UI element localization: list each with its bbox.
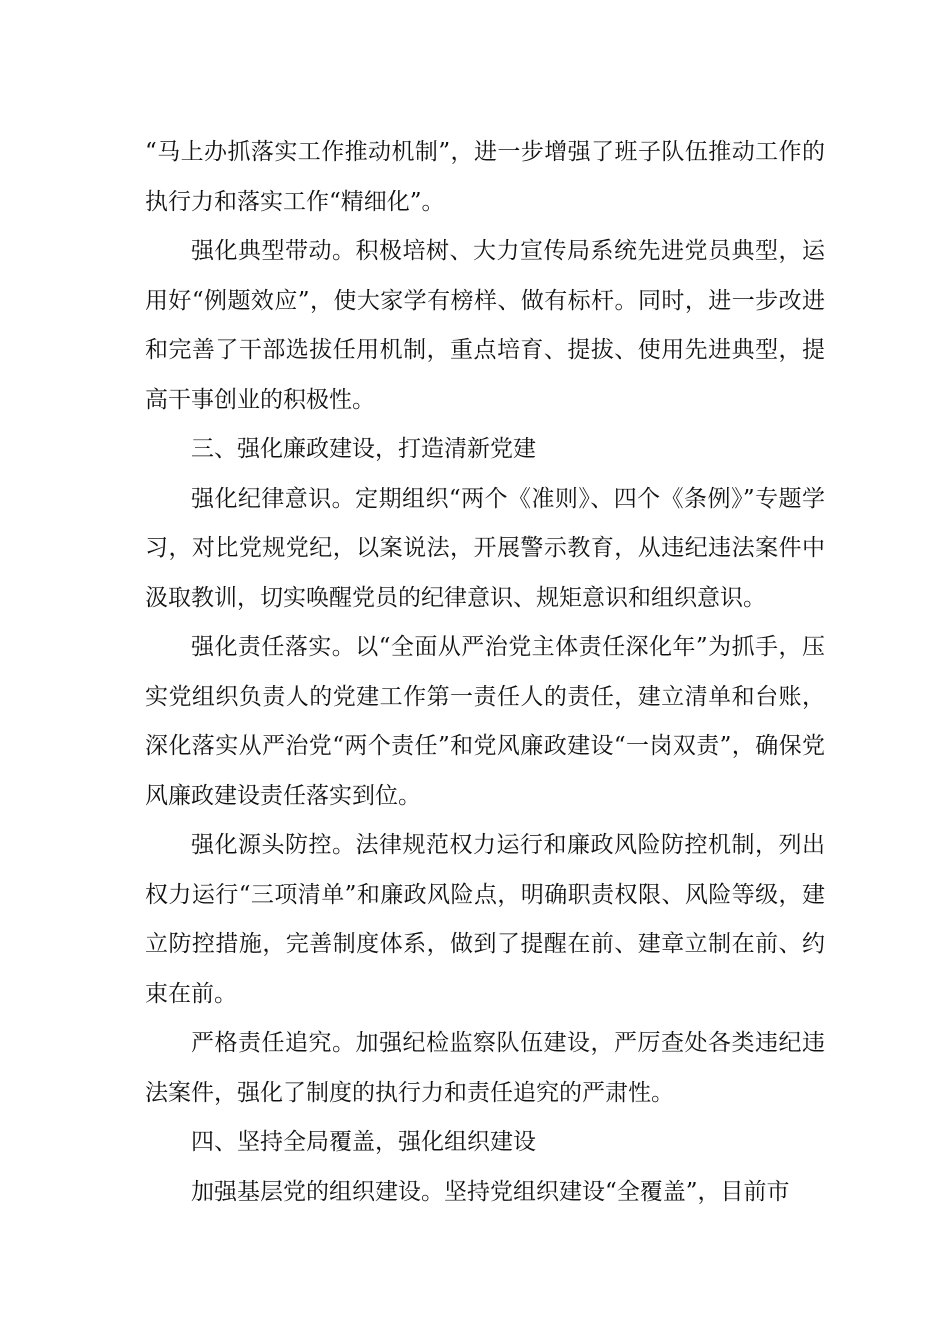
section-heading-4: 四、坚持全局覆盖，强化组织建设 [191, 1129, 536, 1155]
paragraph-accountability: 严格责任追究。加强纪检监察队伍建设，严厉查处各类违纪违法案件，强化了制度的执行力和责任追究的严肃性。 [145, 1030, 825, 1106]
paragraph-continuation: “马上办抓落实工作推动机制”，进一步增强了班子队伍推动工作的执行力和落实工作“精细化”。 [145, 139, 825, 215]
paragraph-discipline-awareness: 强化纪律意识。定期组织“两个《准则》、四个《条例》”专题学习，对比党规党纪，以案说法，开展警示教育，从违纪违法案件中汲取教训，切实唤醒党员的纪律意识、规矩意识和组织意识。 [145, 485, 825, 611]
paragraph-responsibility: 强化责任落实。以“全面从严治党主体责任深化年”为抓手，压实党组织负责人的党建工作第一责任人的责任，建立清单和台账，深化落实从严治党“两个责任”和党风廉政建设“一岗双责”，确保党风廉政建设责任落实到位。 [145, 634, 825, 809]
document-body [145, 128, 825, 1217]
paragraph-source-control: 强化源头防控。法律规范权力运行和廉政风险防控机制，列出权力运行“三项清单”和廉政风险点，明确职责权限、风险等级，建立防控措施，完善制度体系，做到了提醒在前、建章立制在前、约束在前。 [145, 832, 825, 1007]
paragraph-typical-example: 强化典型带动。积极培树、大力宣传局系统先进党员典型，运用好“例题效应”，使大家学有榜样、做有标杆。同时，进一步改进和完善了干部选拔任用机制，重点培育、提拔、使用先进典型，提高干事创业的积极性。 [145, 238, 825, 413]
section-heading-3: 三、强化廉政建设，打造清新党建 [191, 436, 536, 462]
paragraph-grassroots: 加强基层党的组织建设。坚持党组织建设“全覆盖”，目前市 [191, 1178, 790, 1205]
